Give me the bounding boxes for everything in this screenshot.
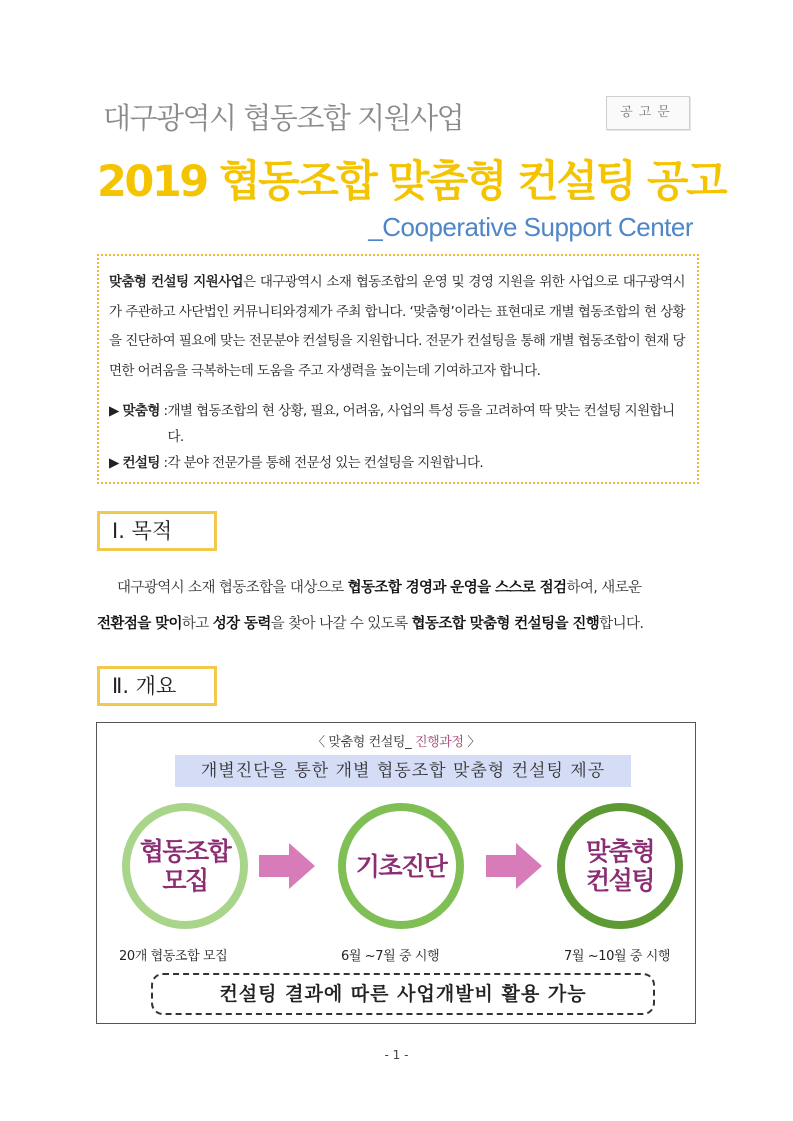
arrow-right-icon (486, 843, 542, 889)
purpose-line-1 (97, 570, 695, 606)
purpose-emphasis: 협동조합 경영과 운영을 스스로 점검 (347, 580, 567, 596)
step-title: 맞춤형 (586, 837, 654, 866)
program-subtitle: 대구광역시 협동조합 지원사업 (103, 101, 464, 135)
step-title: 모집 (162, 866, 208, 895)
bullet-item (109, 398, 685, 450)
bullet-separator: : (159, 455, 168, 471)
step-label: 7월 ~10월 중 시행 (564, 949, 671, 964)
step-title: 협동조합 (139, 837, 231, 866)
purpose-paragraph (97, 570, 695, 642)
process-caption (97, 731, 695, 750)
purpose-text: 하고 (181, 616, 213, 632)
purpose-emphasis: 전환점을 맞이 (97, 616, 182, 632)
caption-highlight: 진행과정 (414, 735, 464, 750)
step-circle-recruit (122, 803, 248, 929)
arrow-right-icon (259, 843, 315, 889)
section-heading-purpose: Ⅰ. 목적 (97, 511, 217, 551)
step-circle-diagnosis (338, 803, 464, 929)
section-heading-overview: Ⅱ. 개요 (97, 666, 217, 706)
notice-tag: 공고문 (606, 96, 690, 130)
intro-box (97, 254, 699, 484)
bullet-head (109, 398, 167, 450)
caption-text: 〉 (463, 735, 480, 750)
page-title: 2019 협동조합 맞춤형 컨설팅 공고 (97, 157, 726, 207)
bullet-text: 각 분야 전문가를 통해 전문성 있는 컨설팅을 지원합니다. (167, 455, 484, 471)
step-circle-consulting (557, 803, 683, 929)
intro-lead-bold: 맞춤형 컨설팅 지원사업 (109, 274, 244, 290)
purpose-emphasis: 성장 동력 (212, 616, 271, 632)
result-callout: 컨설팅 결과에 따른 사업개발비 활용 가능 (151, 973, 655, 1015)
bullet-item (109, 450, 685, 476)
purpose-text: 대구광역시 소재 협동조합을 대상으로 (117, 580, 348, 596)
intro-lead-text: 은 대구광역시 소재 협동조합의 운영 및 경영 지원을 위한 사업으로 대구광역시가 주관하고 사단법인 커뮤니티와경제가 주최 합니다. ‘맞춤형’이라는 표현대로 개별 협동조합의 현 상황을 진단하여 필요에 맞는 전문분야 컨설팅을 지원합니다. 전문가 컨설팅을 통해 개별 협동조합이 현재 당면한 어려움을 극복하는데 도움을 주고 자생력을 높이는데 기여하고자 합니다. (109, 274, 685, 379)
bullet-term: 맞춤형 (122, 403, 160, 419)
bullet-arrow-icon: ▶ (109, 403, 123, 419)
step-title: 기초진단 (355, 851, 447, 881)
purpose-text: 을 찾아 나갈 수 있도록 (270, 616, 412, 632)
step-title: 컨설팅 (586, 866, 654, 895)
page-number: - 1 - (384, 1048, 409, 1062)
step-label: 20개 협동조합 모집 (119, 949, 228, 964)
bullet-text: 개별 협동조합의 현 상황, 필요, 어려움, 사업의 특성 등을 고려하여 딱 맞는 컨설팅 지원합니다. (167, 403, 675, 445)
intro-paragraph (109, 268, 685, 386)
bullet-term: 컨설팅 (122, 455, 160, 471)
bullet-arrow-icon: ▶ (109, 455, 123, 471)
center-name: _Cooperative Support Center (368, 212, 693, 242)
intro-bullets (109, 398, 685, 476)
process-diagram (96, 722, 696, 1024)
step-label: 6월 ~7월 중 시행 (341, 949, 440, 964)
purpose-emphasis: 협동조합 맞춤형 컨설팅을 진행 (411, 616, 600, 632)
process-banner: 개별진단을 통한 개별 협동조합 맞춤형 컨설팅 제공 (175, 755, 631, 787)
purpose-text: 합니다. (599, 616, 644, 632)
bullet-head (109, 450, 167, 476)
purpose-line-2 (97, 606, 695, 642)
purpose-text: 하여, 새로운 (566, 580, 642, 596)
caption-text: 〈 맞춤형 컨설팅_ (312, 735, 415, 750)
bullet-separator: : (159, 403, 168, 419)
